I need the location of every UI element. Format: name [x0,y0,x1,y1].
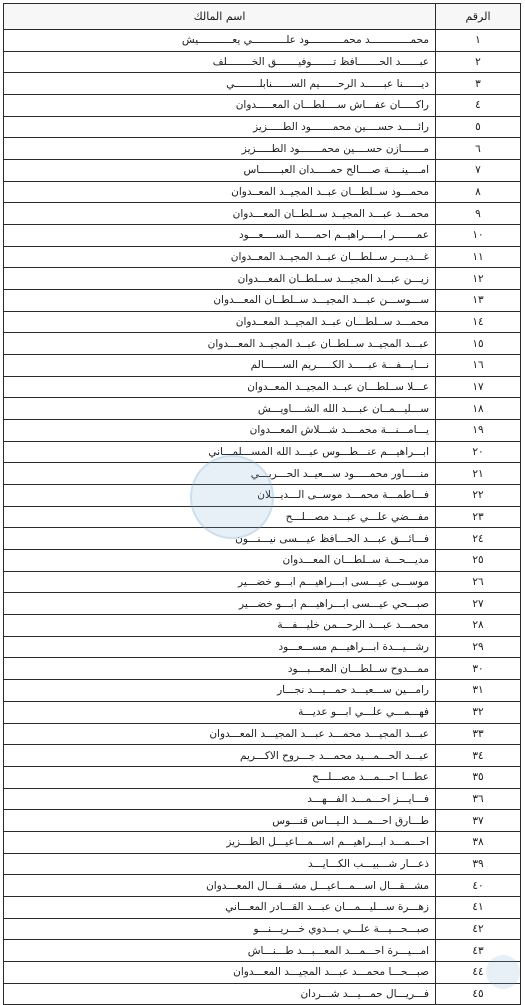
table-row [4,550,521,572]
table-row [4,30,521,52]
owner-name-cell: فـــايـــز احـــمـــد الفـــهـــد [4,788,436,810]
row-number-cell: ٣٣ [436,723,521,745]
table-row [4,853,521,875]
owner-name-cell: مديـــحـــة ســلطـــان المعـــدوان [4,550,436,572]
table-row [4,290,521,312]
owner-name-cell: محمـــد عبـــد الرحـــمن خليـــفـــة [4,615,436,637]
table-row [4,571,521,593]
owner-name-cell: طـــارق احـــمـــد الـيـــاس قنـــوس [4,810,436,832]
owner-name-cell: محمـــود ســلطـــان عبــد المجيــد المعــدوان [4,181,436,203]
table-row [4,73,521,95]
row-number-cell: ٢٤ [436,528,521,550]
table-row [4,658,521,680]
table-row [4,203,521,225]
owner-name-cell: صبـــحـــا محمـــد عبـــد المجيـــد المعـــدوان [4,961,436,983]
owner-name-cell: فـــريـــال حمـــيـــد شـــردان [4,983,436,1005]
row-number-cell: ٤٥ [436,983,521,1005]
table-row [4,940,521,962]
row-number-cell: ٣٠ [436,658,521,680]
owner-name-cell: يـــامـــنـــة محمــــد شـــلاش المعـــدوان [4,420,436,442]
table-row [4,593,521,615]
watermark-logo [190,455,274,539]
row-number-cell: ٢٠ [436,441,521,463]
table-row [4,723,521,745]
owner-name-cell: عـــلا ســلطـــان عبــد المجيــد المعــدوان [4,376,436,398]
owner-name-cell: عمـــــــر ابـــــراهيــم احمـــــد الســــعـــود [4,225,436,247]
owner-name-cell: منـــــاور محمـــــود ســـعيــد الحـــربـــي [4,463,436,485]
table-row [4,896,521,918]
table-header [4,4,521,30]
table-row [4,701,521,723]
table-row [4,918,521,940]
row-number-cell: ٤٢ [436,918,521,940]
owner-name-cell: موســـى عيـــسى ابـــراهيـــم ابـــو خضـــير [4,571,436,593]
row-number-cell: ٣ [436,73,521,95]
row-number-cell: ٤٠ [436,875,521,897]
row-number-cell: ١٤ [436,311,521,333]
owner-name-cell: فـــائـــق عبـــد الحـــافظ عيـــسى نيـــنـــون [4,528,436,550]
row-number-cell: ١ [436,30,521,52]
owner-name-cell: مـــــــازن حســــين محمـــــــود الطـــــزيز [4,138,436,160]
owner-name-cell: امــــينــــة صــــالح حمـــــدان العبـــــــاس [4,160,436,182]
owner-name-cell: ابـــراهيـــم عنـــطـــوس عبـــد الله المســـلمـــاني [4,441,436,463]
owner-name-cell: عبـــد الحـــمـــيد محمـــد جـــروح الاكـــريم [4,745,436,767]
table-row [4,116,521,138]
owner-name-cell: راكـــــان عفـــاش ســــلطـــان المعـــــدوان [4,95,436,117]
table-row [4,138,521,160]
table-row [4,961,521,983]
table-row [4,420,521,442]
owner-name-cell: صبـــحـــيـــة علـــي بـــدوي خـــريـــنـــو [4,918,436,940]
owner-name-cell: ذعـــار شـــبيـــب الكـــايـــد [4,853,436,875]
owner-name-header: اسم المالك [4,4,436,30]
row-number-cell: ٣٩ [436,853,521,875]
owner-name-cell: عبــــــد الحـــــــافظ تـــــــوفيـــــــق الخــــــــلف [4,51,436,73]
owner-name-cell: عطـــا احـــمـــد مصـــلـــح [4,766,436,788]
number-header: الرقم [436,4,521,30]
row-number-cell: ٢٨ [436,615,521,637]
owner-name-cell: مشـــقـــال اســـمـــاعيـــل مشـــقـــال المعـــدوان [4,875,436,897]
owner-name-cell: عبـــد المجيـــد محمـــد عبـــد المجيـــد المعـــدوان [4,723,436,745]
owner-name-cell: ســـوســـن عبـــد المجيـــد ســلطــان المعـــدوان [4,290,436,312]
owner-name-cell: رائـــــد حســــين محمـــــــود الطـــــزيز [4,116,436,138]
header-row [4,4,521,30]
table-row [4,398,521,420]
table-row [4,268,521,290]
owner-name-cell: ســـليـــمــان عبــــد الله الشــــاويـــش [4,398,436,420]
row-number-cell: ٢٢ [436,485,521,507]
owner-name-cell: زيـــن عبـــد المجيـــد ســلطــان المعـــدوان [4,268,436,290]
owner-name-cell: غـــديـــر ســلطـــان عبــد المجيــد المعــدوان [4,246,436,268]
row-number-cell: ٤١ [436,896,521,918]
row-number-cell: ٤٤ [436,961,521,983]
row-number-cell: ١٠ [436,225,521,247]
owner-name-cell: نـــايـــفـــة عبـــــد الكـــــريم الســــــالم [4,355,436,377]
row-number-cell: ١٥ [436,333,521,355]
owner-name-cell: رامـــين ســـعيـــد حمـــيـــد نجـــار [4,680,436,702]
row-number-cell: ١١ [436,246,521,268]
row-number-cell: ٢٧ [436,593,521,615]
owner-name-cell: زهـــرة ســـليـــمـــان عبـــد القـــادر المعـــاني [4,896,436,918]
table-row [4,95,521,117]
row-number-cell: ٢٦ [436,571,521,593]
table-row [4,246,521,268]
table-row [4,355,521,377]
row-number-cell: ٢ [436,51,521,73]
owner-name-cell: فهـــمـــي علـــي ابـــو عديـــة [4,701,436,723]
row-number-cell: ٤ [436,95,521,117]
corner-watermark [486,955,520,989]
table-row [4,376,521,398]
table-row [4,225,521,247]
table-row [4,831,521,853]
owner-name-cell: رشـــيـــدة ابـــراهيـــم مســـعـــود [4,636,436,658]
row-number-cell: ٣٦ [436,788,521,810]
row-number-cell: ٥ [436,116,521,138]
table-row [4,181,521,203]
table-row [4,636,521,658]
row-number-cell: ٦ [436,138,521,160]
owner-name-cell: احـــمـــد ابـــراهيـــم اســـمـــاعيـــل الطـــزيز [4,831,436,853]
row-number-cell: ٩ [436,203,521,225]
row-number-cell: ٣٨ [436,831,521,853]
owner-name-cell: محمـــد ســلطـــان عبــد المجيــد المعــدوان [4,311,436,333]
table-row [4,788,521,810]
row-number-cell: ٣٧ [436,810,521,832]
table-row [4,51,521,73]
table-row [4,875,521,897]
table-row [4,441,521,463]
row-number-cell: ١٩ [436,420,521,442]
owner-name-cell: مفـــضي علـــي عبـــد مصـــلـــح [4,506,436,528]
row-number-cell: ٣٥ [436,766,521,788]
row-number-cell: ٢١ [436,463,521,485]
table-row [4,311,521,333]
row-number-cell: ١٨ [436,398,521,420]
table-row [4,983,521,1005]
table-row [4,766,521,788]
row-number-cell: ٢٩ [436,636,521,658]
row-number-cell: ٧ [436,160,521,182]
row-number-cell: ٢٥ [436,550,521,572]
table-row [4,745,521,767]
owner-name-cell: ممـــدوح ســلطـــان المعـــبـــود [4,658,436,680]
row-number-cell: ١٢ [436,268,521,290]
owner-name-cell: ديــــــنا عبــــــد الرحــــــيم الســــــنابلــــــــي [4,73,436,95]
table-row [4,680,521,702]
owner-name-cell: محمـــد عبـــد المجيــد ســلطــان المعـــدوان [4,203,436,225]
table-row [4,333,521,355]
row-number-cell: ٣٤ [436,745,521,767]
row-number-cell: ٨ [436,181,521,203]
row-number-cell: ٢٣ [436,506,521,528]
table-row [4,615,521,637]
row-number-cell: ١٦ [436,355,521,377]
row-number-cell: ١٧ [436,376,521,398]
row-number-cell: ١٣ [436,290,521,312]
row-number-cell: ٣١ [436,680,521,702]
row-number-cell: ٤٣ [436,940,521,962]
table-row [4,528,521,550]
owner-name-cell: فـــاطمـــة محمـــد موســى الـــديـــلان [4,485,436,507]
owner-name-cell: عبـــد المجيــد ســلطــان عبــد المجيــد المعـــدوان [4,333,436,355]
table-row [4,160,521,182]
owner-name-cell: محمـــــــــــــد محمـــــــــــود علـــــــــــي يعـــــــــــيش [4,30,436,52]
owner-name-cell: امـــيـــرة احـــمـــد المعـــبـــد طـــنـــاش [4,940,436,962]
table-row [4,810,521,832]
owner-name-cell: صبـــحي عيـــسى ابـــراهيـــم ابـــو خضـــير [4,593,436,615]
row-number-cell: ٣٢ [436,701,521,723]
